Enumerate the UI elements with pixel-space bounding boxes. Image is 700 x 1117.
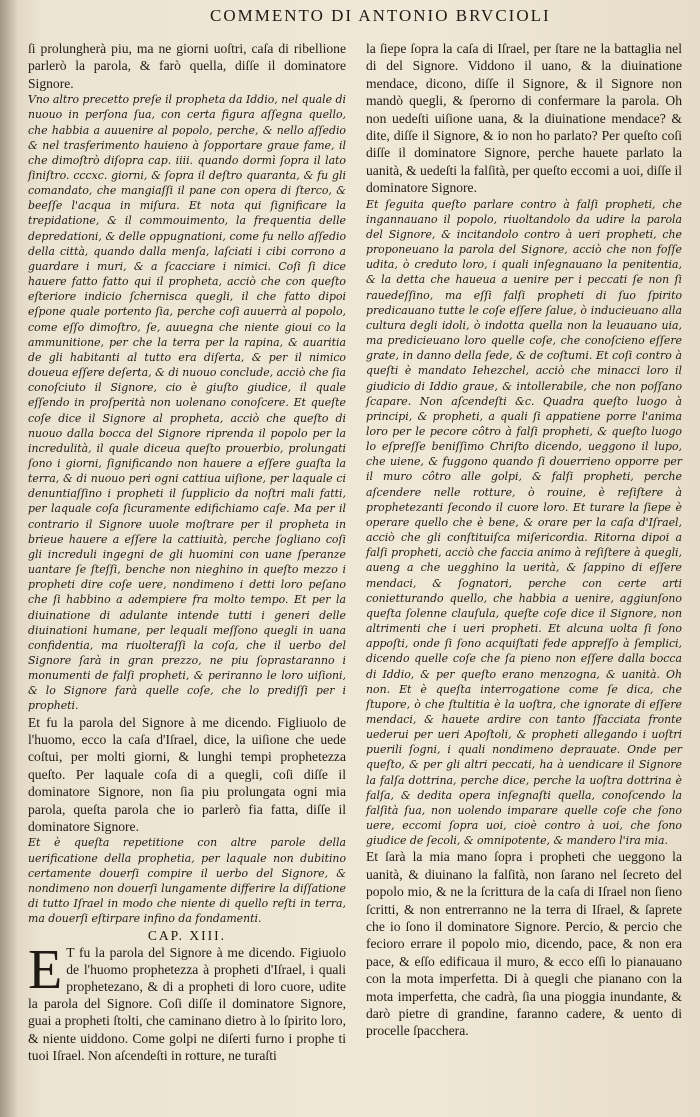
- page-gutter-shadow: [0, 0, 18, 1117]
- left-commentary-2: Et è queſta repetitione con altre parole della uerificatione della prophetia, per laquale non dubitino certamente douerſi compire il uerbo del Signore, & nondimeno non douerſi lungamente differire la diſſatione di tutto Iſrael in modo che niente di quello reſti in terra, ma douerſi eſtirpare infino da fondamenti.: [28, 836, 346, 926]
- right-column: [366, 40, 682, 1040]
- chapter-heading: CAP. XIII.: [147, 928, 227, 944]
- left-column: [28, 40, 346, 1064]
- chapter-opening-text: T fu la parola del Signore à me dicendo. Figiuolo de l'huomo prophetezza à propheti d'Iſrael, i quali prophetezano, & di a propheti di loro cuore, udite la parola del Signore. Coſi diſſe il dominatore Signore, guai a propheti ſtolti, che caminano dietro à lo ſpirito loro, & niente uiddono. Come golpi ne diſerti furno i prophe ti tuoi Iſrael. Non aſcendeſti in rotture, ne turaſti: [28, 944, 346, 1063]
- right-paragraph-1: la ſiepe ſopra la caſa di Iſrael, per ſtare ne la battaglia nel di del Signore. Viddono il uano, & la diuinatione mendace, dicono, diſſe il Signore, & il Signore non mandò quegli, & ſperorno di confermare la parola. Oh non uedeſti uiſione uana, & la diuinatione mendace? & dite, diſſe il Signore, & io non ho parlato? Per queſto coſi diſſe il dominatore Signore, perche hauete parlato la uanità, & uedeſti la falſità, per queſto eccomi a uoi, diſſe il dominatore Signore.: [366, 41, 682, 196]
- right-commentary-1: Et ſeguita queſto parlare contro à falſi propheti, che ingannauano il popolo, riuoltandolo da udire la parola del Signore, & incitandolo contro à ueri propheti, che proponeuano la parola del Signore, acciò che non foſſe udita, ò creduto loro, i quali inſegnauano la penitentia, & la detta che haueua a uenire per i peccati ſe non ſi rauedeſſino, ma eſſi falſi propheti di ſuo ſpirito predicauano tutte le coſe eſſere ſalue, ò inducieuano alla cultura degli idoli, ò indotta quella non la leuauano uia, ma predicieuano loro quelle coſe, che conoſcieno eſſere grate, in danno della ſede, & de coſtumi. Et coſi contro à queſti è mandato Iehezchel, acciò che minacci loro il giudicio di Iddio graue, & intollerabile, che non poſſano ſcapare. Non aſcendeſti &c. Quadra queſto luogo à principi, & propheti, a quali ſi appatiene porre l'anima loro per le pecore côtro à falſi propheti, & queſto luogo lo eſpreſſe beniſſimo Chriſto dicendo, ueggono il lupo, che uiene, & fuggono quando ſi douerrieno opporre per il muro côtro alle golpi, & falſi propheti, perche aſcendere nelle rotture, ò rouine, è reſiſtere à prophetezanti ſecondo il cuore loro. Et turare la ſiepe è operare quello che è bene, & orare per la caſa d'Iſrael, acciò che gli conſtituiſca miſericordia. Ritorna dipoi a falſi propheti, acciò che faccia animo à reſiſtere à quegli, aueng a che uegghino la uerità, & ſappino di eſſere mendaci, & ſognatori, perche con certe arti conietturando quello, che habbia a uenire, aggiunſono queſta ſolenne clauſula, queſte coſe dice il Signore, non altrimenti che i ueri propheti. Et alcuna uolta ſi ſono appoſti, onde ſi ſono acquiſtati fede appreſſo à ſemplici, dicendo quelle coſe che ſa pieno non eſſere dalla bocca di Iddio, & per queſto erano menzogna, & uanità. Oh non. Et è queſta interrogatione come ſe dica, che ſtupore, ò che ſtultitia è la uoſtra, che ignorate di eſſere mendaci, & hauete ardire con tanto ſfacciata fronte uederui per ueri Apoſtoli, & propheti allegando i uoſtri puerili ſogni, i quali nondimeno deprauate. Onde per queſto, & per gli altri peccati, ha à uendicare il Signore la falſa dottrina, perche dice, perche la uoſtra dottrina è falſa, & dedita opera inſegnaſti quella, conoſcendo la falſità ſua, non uolendo imparare quelle coſe che ſono uere, eccomi ſopra uoi, cioè contro à uoi, che ſono giudice de ſecoli, & omnipotente, & mandero l'ira mia.: [366, 197, 682, 848]
- left-paragraph-1: ſi prolungherà piu, ma ne giorni uoſtri, caſa di ribellione parlerò la parola, & farò quella, diſſe il dominatore Signore.: [28, 41, 346, 91]
- left-paragraph-2: Et fu la parola del Signore à me dicendo. Figliuolo de l'huomo, ecco la caſa d'Iſrael, dice, la uiſione che uede coſtui, per molti giorni, & lunghi tempi prophetezza queſto. Per laquale coſa di a quegli, coſi diſſe il dominatore Signore, non ſia piu prolungata ogni mia parola, queſta parola che io parlerò fia fatta, diſſe il dominatore Signore.: [28, 714, 346, 835]
- chapter-opening: [28, 938, 346, 1064]
- right-paragraph-2: Et ſarà la mia mano ſopra i propheti che ueggono la uanità, & diuinano la falſità, non ſarano nel ſecreto del popolo mio, & ne la ſcrittura de la caſa di Iſrael non ſieno ſcritti, & non entrerranno ne la terra di Iſrael, & ſaprete che io ſono il dominatore Signore. Percio, & percio che fecioro errare il popolo mio, dicendo, pace, & non era pace, & eſſo edificaua il muro, & ecco eſſi lo pianauano con la mota imperfetta. Di à quegli che pianano con la mota imperfetta, che cadrà, ſia una pioggia inundante, & darò pietre di grandine, faranno cadere, & uento di procelle ſpacchera.: [366, 849, 682, 1039]
- left-commentary-1: Vno altro precetto preſe il propheta da Iddio, nel quale di nuouo in perſona ſua, con certa figura aſſegna quello, che habbia a auuenire al popolo, perche, & nello aſſedio & nel trasferimento hauieno à ſopportare graue fame, il che dimoſtrò diſopra cap. iiii. quando dormì ſopra il lato ſiniſtro. cccxc. giorni, & ſopra il deſtro quaranta, & fu gli comandato, che mangiaſſi il pane con opera di ſterco, & beeſſe l'acqua in miſura. Et nota qui ſignificare la trepidatione, & il commouimento, la frequentia delle depredationi, & delle oppugnationi, come fu nello aſſedio della città, quando dalla menſa, laſciati i cibi corrono a guardare i muri, & a ſcacciare i nimici. Coſi ſi dice hauere fatto fatto qui il propheta, acciò che con queſto eſteriore indicio ſchernisca quegli, il che fatto dipoi eſpone quale portento ſia, perche coſi auuerrà al popolo, come eſſo dimoſtro, ſe, auuegna che niente gioui co la ammunitione, per che la terra per la rapina, & auaritia de gli habitanti al tutto era diſerta, & per il nimico doueua eſſere deſerta, & di nuouo conclude, acciò che ſia conoſciuto il Signore, cio è giuſto giudice, il quale eſſendo in proſperità non uolenano conoſcere. Et queſte coſe dice il Signore al propheta, acciò che queſto di nuouo dalla bocca del Signore riprenda il popolo per la incredulità, il quale diceua queſto prouerbio, prolungati ſono i giorni, ſignificando non hauere a eſſere guaſta la terra, & di nuouo peri ogni cattiua uiſione, per laquale ci denuntiaſſino i propheti il ſupplicio da noſtri mali fatti, per laquale coſa ſicuramente edifichiamo caſe. Ma per il contrario il Signore uuole moſtrare per il propheta in brieue hauere a eſſere la cattiuità, perche ſogliano coſi gli increduli ingegni de gli huomini con uane ſperanze uantare ſe ſteſſi, benche non nieghino in queſto mezzo i propheti dire coſe uere, nondimeno i detti loro peſano che ſi habbino a adempiere fra molto tempo. Et per la diuinatione di adulante intende tutti i generi delle diuinationi humane, per lequali meſſono quegli in uana confidentia, ma riuolteraſſi la coſa, che il uerbo del Signore ſarà in gran prezzo, ne piu ſoprastaranno i monumenti de falſi propheti, & periranno le loro uiſioni, & lo Signore farà quelle coſe, che lo prediſſi per i propheti.: [28, 93, 346, 713]
- drop-cap: E: [28, 938, 63, 1001]
- running-head: COMMENTO DI ANTONIO BRVCIOLI: [210, 6, 551, 25]
